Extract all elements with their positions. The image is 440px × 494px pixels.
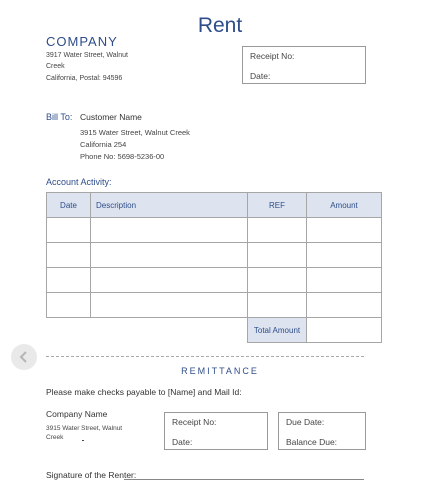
table-row bbox=[47, 293, 382, 318]
table-cell[interactable] bbox=[307, 293, 382, 318]
remittance-receipt-no-label: Receipt No: bbox=[172, 417, 217, 427]
table-cell[interactable] bbox=[91, 243, 248, 268]
bill-to-label: Bill To: bbox=[46, 112, 73, 122]
table-cell[interactable] bbox=[47, 243, 91, 268]
remittance-address-line2: Creek bbox=[46, 434, 64, 441]
table-cell[interactable] bbox=[47, 293, 91, 318]
remittance-receipt-box bbox=[164, 412, 268, 450]
customer-name: Customer Name bbox=[80, 112, 142, 122]
table-row bbox=[47, 218, 382, 243]
table-cell[interactable] bbox=[91, 293, 248, 318]
customer-city: California 254 bbox=[80, 140, 127, 149]
table-header-row bbox=[47, 193, 382, 218]
table-cell[interactable] bbox=[248, 268, 307, 293]
address-mark bbox=[82, 440, 84, 441]
company-address-line2: Creek bbox=[46, 63, 65, 70]
total-amount-label: Total Amount bbox=[248, 318, 307, 343]
table-cell[interactable] bbox=[47, 218, 91, 243]
signature-label: Signature of the Renter: bbox=[46, 470, 137, 480]
receipt-no-label: Receipt No: bbox=[250, 51, 295, 61]
remittance-instruction: Please make checks payable to [Name] and Mail Id: bbox=[46, 387, 242, 397]
customer-address: 3915 Water Street, Walnut Creek bbox=[80, 128, 190, 137]
column-header-description: Description bbox=[91, 193, 248, 218]
table-cell[interactable] bbox=[248, 243, 307, 268]
table-cell[interactable] bbox=[307, 268, 382, 293]
table-cell[interactable] bbox=[307, 218, 382, 243]
table-cell[interactable] bbox=[91, 268, 248, 293]
table-cell[interactable] bbox=[47, 268, 91, 293]
table-cell[interactable] bbox=[248, 218, 307, 243]
account-activity-label: Account Activity: bbox=[46, 177, 112, 187]
table-cell[interactable] bbox=[91, 218, 248, 243]
remittance-date-label: Date: bbox=[172, 437, 193, 447]
remittance-divider bbox=[46, 356, 364, 357]
customer-phone: Phone No: 5698-5236-00 bbox=[80, 152, 165, 161]
column-header-date: Date bbox=[47, 193, 91, 218]
company-address-line3: California, Postal: 94596 bbox=[46, 75, 123, 82]
page-title: Rent bbox=[197, 14, 243, 37]
due-date-label: Due Date: bbox=[286, 417, 325, 427]
remittance-address-line1: 3915 Water Street, Walnut bbox=[46, 425, 123, 432]
table-row bbox=[47, 268, 382, 293]
table-cell[interactable] bbox=[248, 293, 307, 318]
column-header-amount: Amount bbox=[307, 193, 382, 218]
table-cell[interactable] bbox=[307, 243, 382, 268]
date-label: Date: bbox=[250, 71, 271, 81]
column-header-ref: REF bbox=[248, 193, 307, 218]
remittance-heading: REMITTANCE bbox=[181, 366, 259, 375]
receipt-info-box bbox=[242, 46, 366, 84]
account-activity-table bbox=[46, 192, 382, 343]
signature-line[interactable] bbox=[124, 479, 364, 480]
balance-due-label: Balance Due: bbox=[286, 437, 338, 447]
table-row bbox=[47, 243, 382, 268]
empty-cell bbox=[47, 318, 248, 343]
company-name: COMPANY bbox=[46, 34, 118, 49]
total-row bbox=[47, 318, 382, 343]
remittance-company-name: Company Name bbox=[46, 409, 108, 419]
total-amount-value[interactable] bbox=[307, 318, 382, 343]
company-address-line1: 3917 Water Street, Walnut bbox=[46, 52, 128, 59]
due-box bbox=[278, 412, 366, 450]
